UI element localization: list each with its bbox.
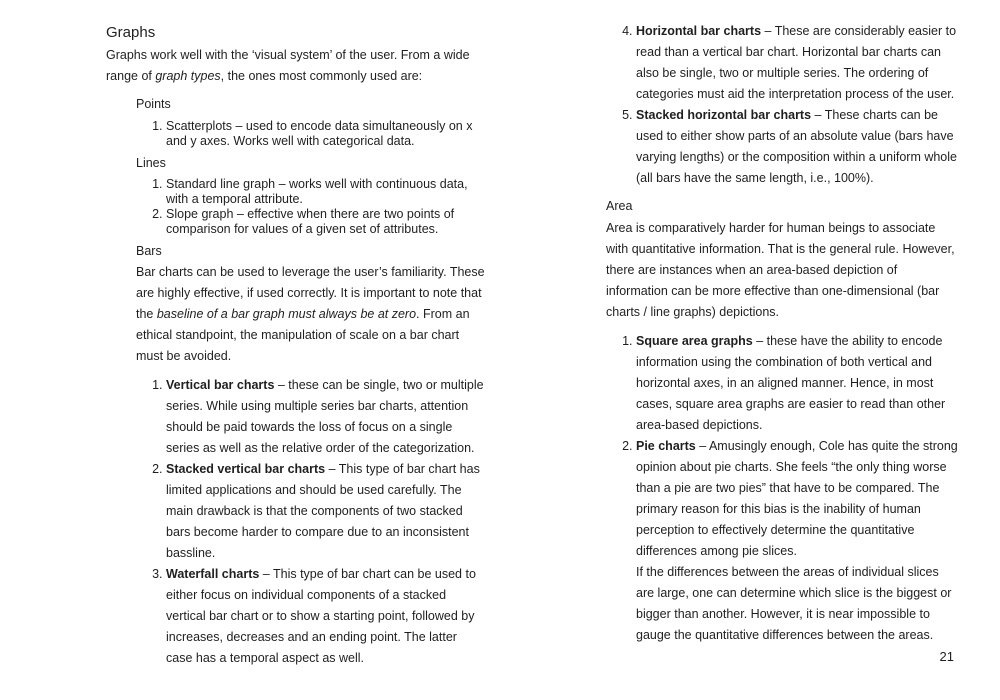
item-text: – these have the ability to encode information using the combination of both vertical and horizontal axes, in an aligned manner. Hence, in most cases, square area graphs are easier to read than other area-based depictions. bbox=[636, 334, 946, 432]
item-term: Stacked horizontal bar charts bbox=[636, 108, 812, 122]
bars-heading: Bars bbox=[136, 244, 162, 258]
item-text: – This type of bar chart has limited applications and should be used carefully. The main drawback is that the components of two stacked bars become harder to compare due to an inconsistent bassline. bbox=[166, 462, 480, 560]
list-item: 1. Scatterplots – used to encode data simultaneously on x and y axes. Works well with categorical data. bbox=[166, 119, 486, 149]
bars-list bbox=[136, 375, 486, 669]
bars-paragraph-block bbox=[136, 262, 486, 367]
section-title: Graphs bbox=[106, 24, 156, 41]
pie-followup-paragraph: If the differences between the areas of individual slices are large, one can determine which slice is the biggest or bigger than another. However, it is near impossible to gauge the quantitative differences between the areas. bbox=[636, 565, 952, 642]
area-list-block bbox=[606, 331, 958, 646]
page-number: 21 bbox=[939, 649, 954, 664]
list-item bbox=[636, 21, 958, 105]
points-list-block bbox=[136, 119, 486, 149]
bars-text-2: . From an ethical standpoint, the manipulation of scale on a bar chart must be avoided. bbox=[136, 307, 470, 363]
item-term: Pie charts bbox=[636, 439, 696, 453]
points-heading: Points bbox=[136, 97, 171, 111]
list-item bbox=[636, 436, 958, 562]
list-item: 2. Slope graph – effective when there are two points of comparison for values of a given set of attributes. bbox=[166, 207, 486, 237]
lines-list-block bbox=[136, 177, 486, 237]
area-section bbox=[606, 199, 958, 213]
intro-text-1: Graphs work well with the ‘visual system’ of the user. From a wide range of bbox=[106, 48, 470, 83]
bars-section bbox=[136, 244, 486, 258]
list-item: 1. Standard line graph – works well with continuous data, with a temporal attribute. bbox=[166, 177, 486, 207]
area-heading: Area bbox=[606, 199, 633, 213]
item-term: Waterfall charts bbox=[166, 567, 260, 581]
bars-continued-list bbox=[606, 21, 958, 189]
intro-paragraph bbox=[106, 45, 486, 87]
list-item bbox=[166, 564, 486, 669]
item-text: – This type of bar chart can be used to either focus on individual components of a stacked vertical bar chart or to show a starting point, followed by increases, decreases and an ending point. The latter case has a temporal aspect as well. bbox=[166, 567, 476, 665]
item-term: Stacked vertical bar charts bbox=[166, 462, 326, 476]
lines-list bbox=[136, 177, 486, 237]
item-term: Vertical bar charts bbox=[166, 378, 275, 392]
lines-heading: Lines bbox=[136, 156, 166, 170]
item-text: – These charts can be used to either show parts of an absolute value (bars have varying lengths) or the composition within a uniform whole (all bars have the same length, i.e., 100%). bbox=[636, 108, 957, 185]
bars-continued-block bbox=[606, 21, 958, 189]
item-term: Horizontal bar charts bbox=[636, 24, 762, 38]
area-paragraph: Area is comparatively harder for human beings to associate with quantitative information. That is the general rule. However, there are instances when an area-based depiction of information can be more effective than one-dimensional (bar charts / line graphs) depictions. bbox=[606, 221, 955, 319]
lines-section bbox=[136, 156, 486, 170]
item-text: – These are considerably easier to read than a vertical bar chart. Horizontal bar charts can also be single, two or multiple series. The ordering of categories must aid the interpretation process of the user. bbox=[636, 24, 957, 101]
points-list bbox=[136, 119, 486, 149]
points-section bbox=[136, 97, 486, 111]
list-item bbox=[166, 375, 486, 459]
item-text: – Amusingly enough, Cole has quite the strong opinion about pie charts. She feels “the only thing worse than a pie are two pies” that have to be compared. The primary reason for this bias is the inability of human perception to effectively determine the quantitative differences among pie slices. bbox=[636, 439, 958, 558]
list-item bbox=[636, 331, 958, 436]
bars-list-block bbox=[136, 375, 486, 669]
bars-paragraph bbox=[136, 262, 486, 367]
bars-text-1: Bar charts can be used to leverage the user’s familiarity. These are highly effective, if used correctly. It is important to note that the bbox=[136, 265, 485, 321]
intro-italic: graph types bbox=[155, 69, 221, 83]
bars-italic: baseline of a bar graph must always be at zero bbox=[156, 307, 417, 321]
list-item bbox=[636, 105, 958, 189]
item-term: Square area graphs bbox=[636, 334, 753, 348]
intro-text-2: , the ones most commonly used are: bbox=[220, 69, 423, 83]
item-text: – these can be single, two or multiple series. While using multiple series bar charts, attention should be paid towards the loss of focus on a single series as well as the relative order of the categorization. bbox=[166, 378, 484, 455]
area-list bbox=[606, 331, 958, 562]
area-paragraph-block bbox=[606, 218, 958, 323]
list-item bbox=[166, 459, 486, 564]
